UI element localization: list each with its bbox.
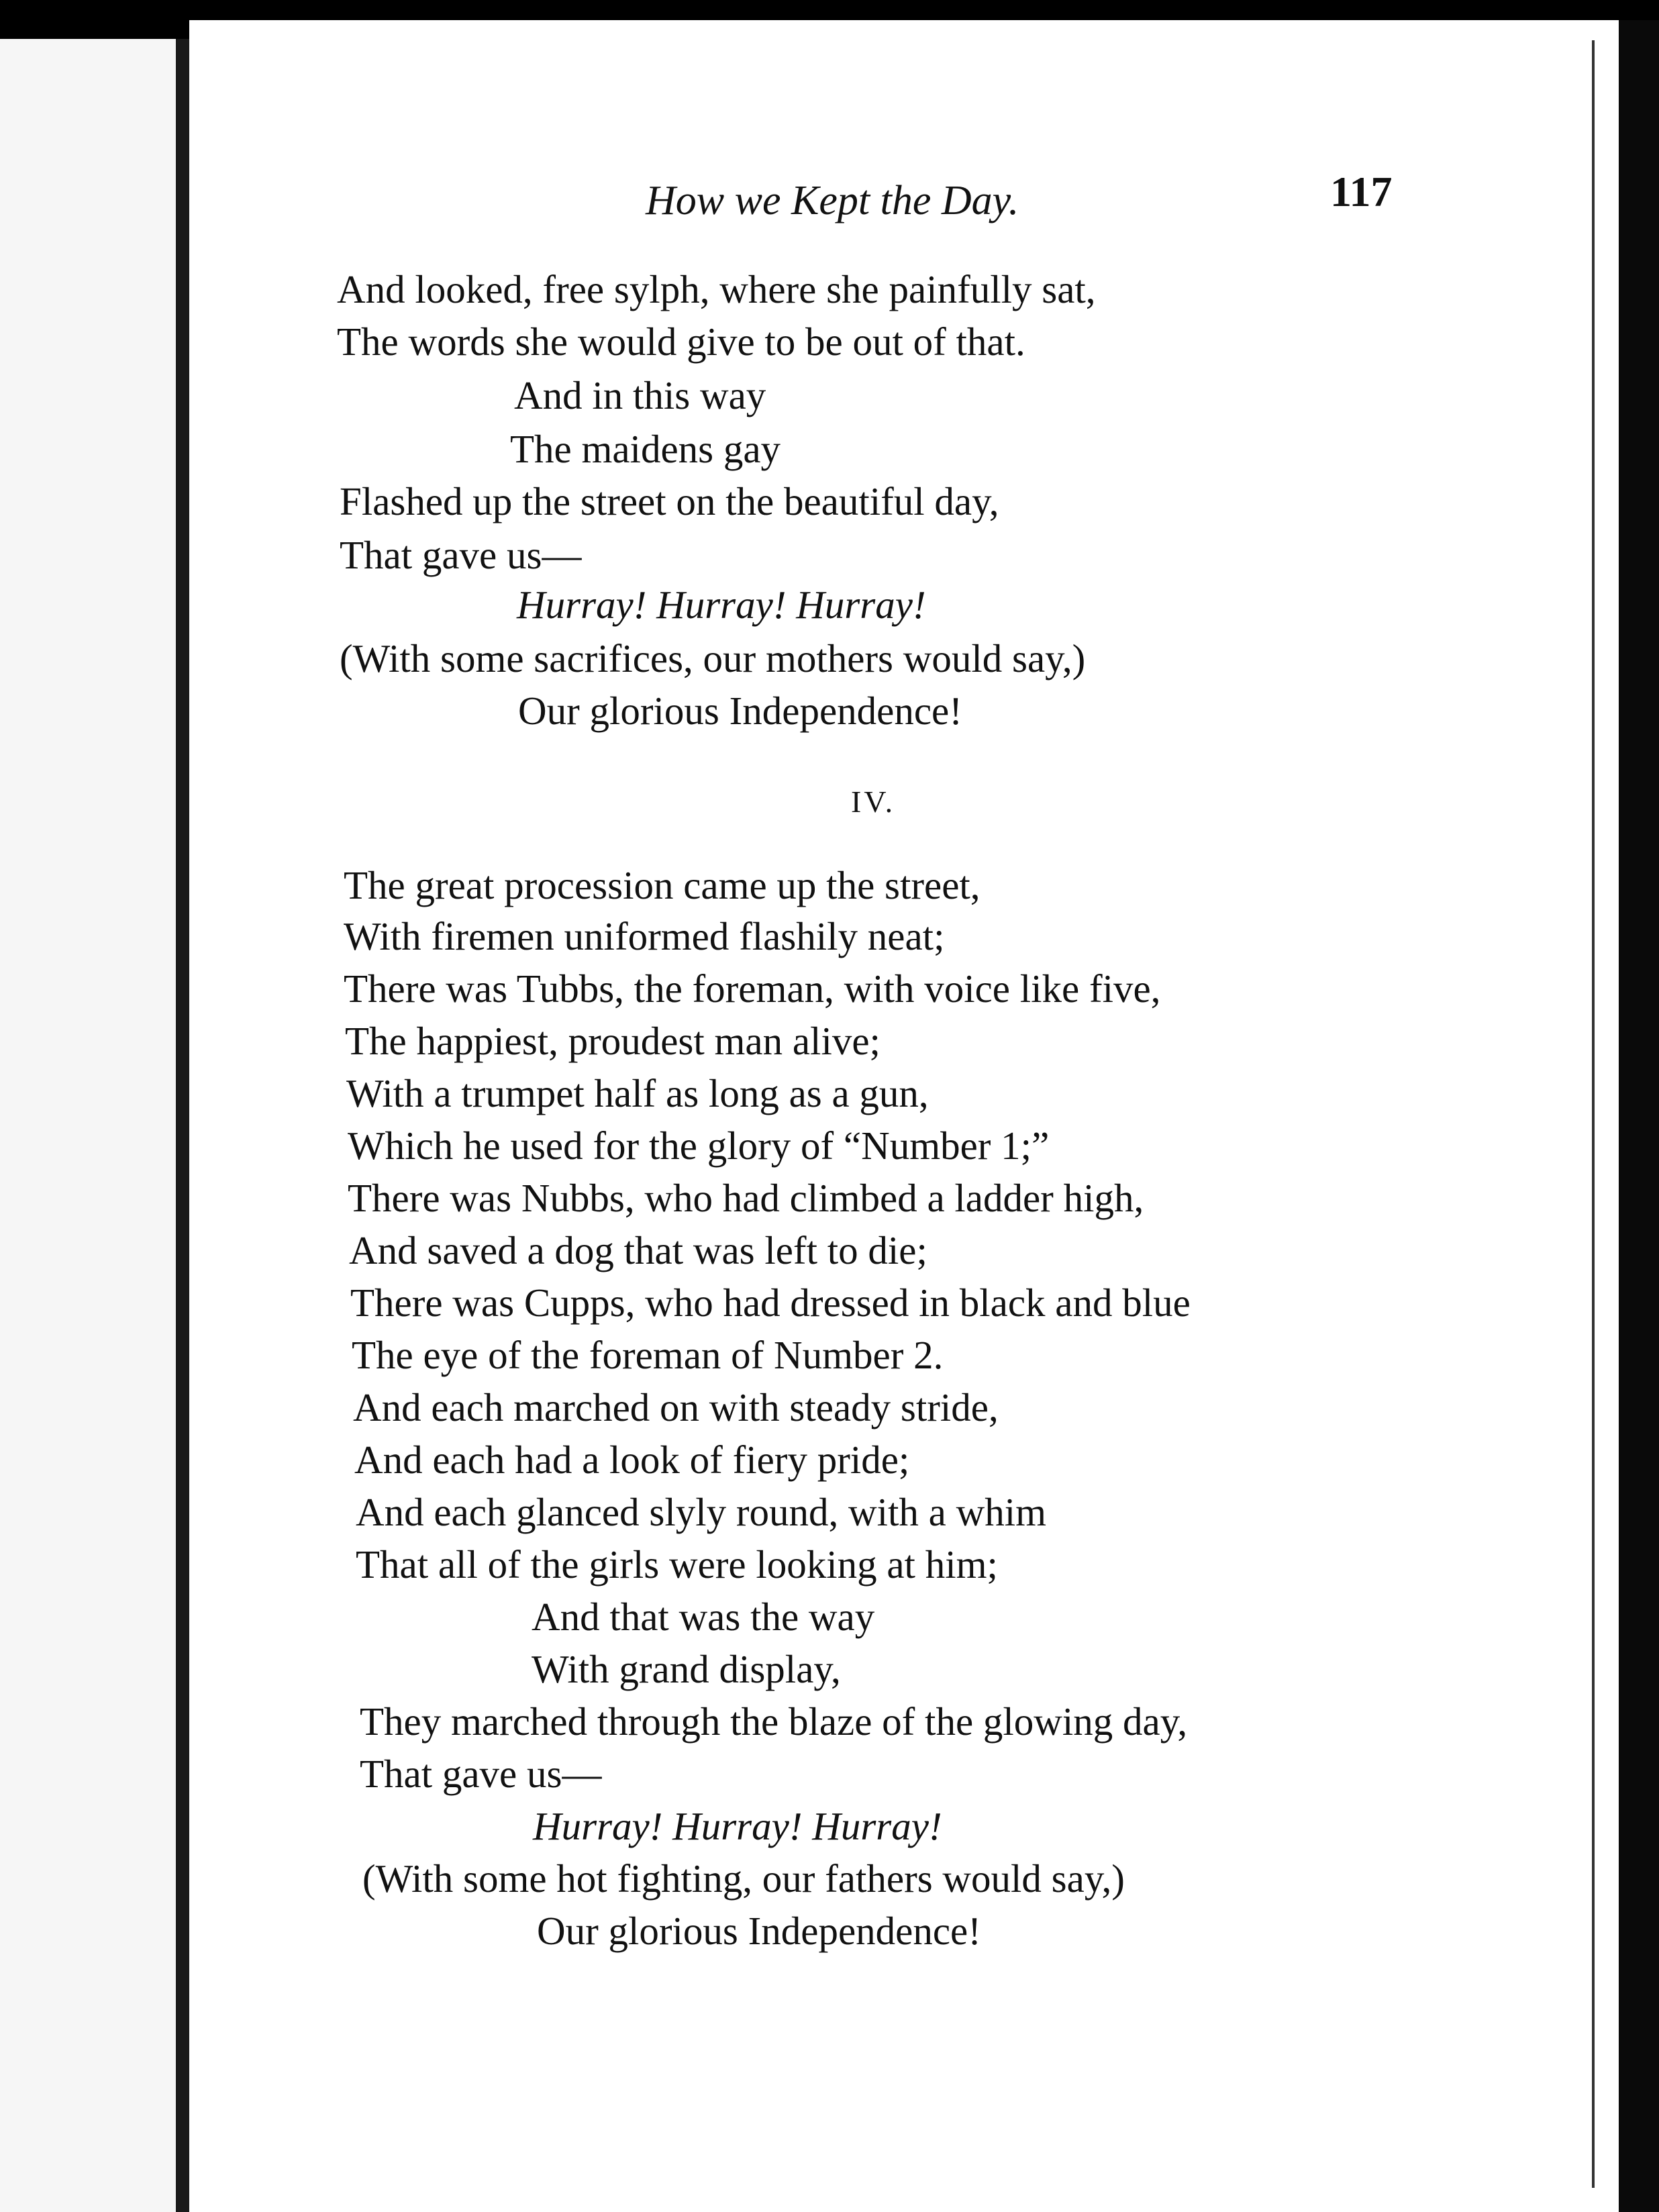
page-edge-right <box>1619 20 1659 2212</box>
section-heading: IV. <box>851 785 896 819</box>
page-number: 117 <box>1330 168 1393 215</box>
book-gutter <box>176 39 189 2212</box>
verse-line: The maidens gay <box>510 427 781 471</box>
verse-line: And that was the way <box>532 1595 875 1639</box>
verse-line: And looked, free sylph, where she painfully sat, <box>337 267 1096 311</box>
refrain-line: Hurray! Hurray! Hurray! <box>517 583 926 627</box>
verse-line: With a trumpet half as long as a gun, <box>346 1071 929 1115</box>
running-title: How we Kept the Day. <box>646 178 1019 223</box>
verse-line: Flashed up the street on the beautiful day, <box>340 479 999 523</box>
verse-line: That all of the girls were looking at him; <box>356 1542 998 1587</box>
verse-line: Which he used for the glory of “Number 1;” <box>348 1123 1050 1168</box>
verse-line: And each marched on with steady stride, <box>353 1385 999 1429</box>
page-fold-line <box>1592 40 1595 2188</box>
verse-line: That gave us— <box>340 533 582 577</box>
verse-line: With grand display, <box>532 1647 841 1691</box>
verse-line: That gave us— <box>360 1752 602 1796</box>
verse-line: The words she would give to be out of that. <box>337 319 1025 364</box>
verse-line: Our glorious Independence! <box>518 689 962 733</box>
verse-line: There was Tubbs, the foreman, with voice like five, <box>344 966 1161 1011</box>
verse-line: With firemen uniformed flashily neat; <box>344 914 945 958</box>
verse-line: (With some sacrifices, our mothers would say,) <box>340 636 1086 681</box>
facing-page-edge <box>0 39 176 2212</box>
verse-line: Our glorious Independence! <box>537 1909 981 1953</box>
verse-line: (With some hot fighting, our fathers would say,) <box>362 1856 1125 1901</box>
verse-line: The eye of the foreman of Number 2. <box>352 1333 944 1377</box>
verse-line: There was Nubbs, who had climbed a ladder high, <box>348 1176 1144 1220</box>
verse-line: And each glanced slyly round, with a whim <box>356 1490 1046 1534</box>
verse-line: The great procession came up the street, <box>344 863 981 907</box>
verse-line: The happiest, proudest man alive; <box>345 1019 881 1063</box>
verse-line: And in this way <box>514 373 766 417</box>
refrain-line: Hurray! Hurray! Hurray! <box>533 1804 942 1848</box>
verse-line: They marched through the blaze of the glowing day, <box>360 1699 1188 1744</box>
verse-line: There was Cupps, who had dressed in black and blue <box>350 1280 1191 1325</box>
verse-line: And saved a dog that was left to die; <box>349 1228 927 1272</box>
verse-line: And each had a look of fiery pride; <box>354 1438 910 1482</box>
